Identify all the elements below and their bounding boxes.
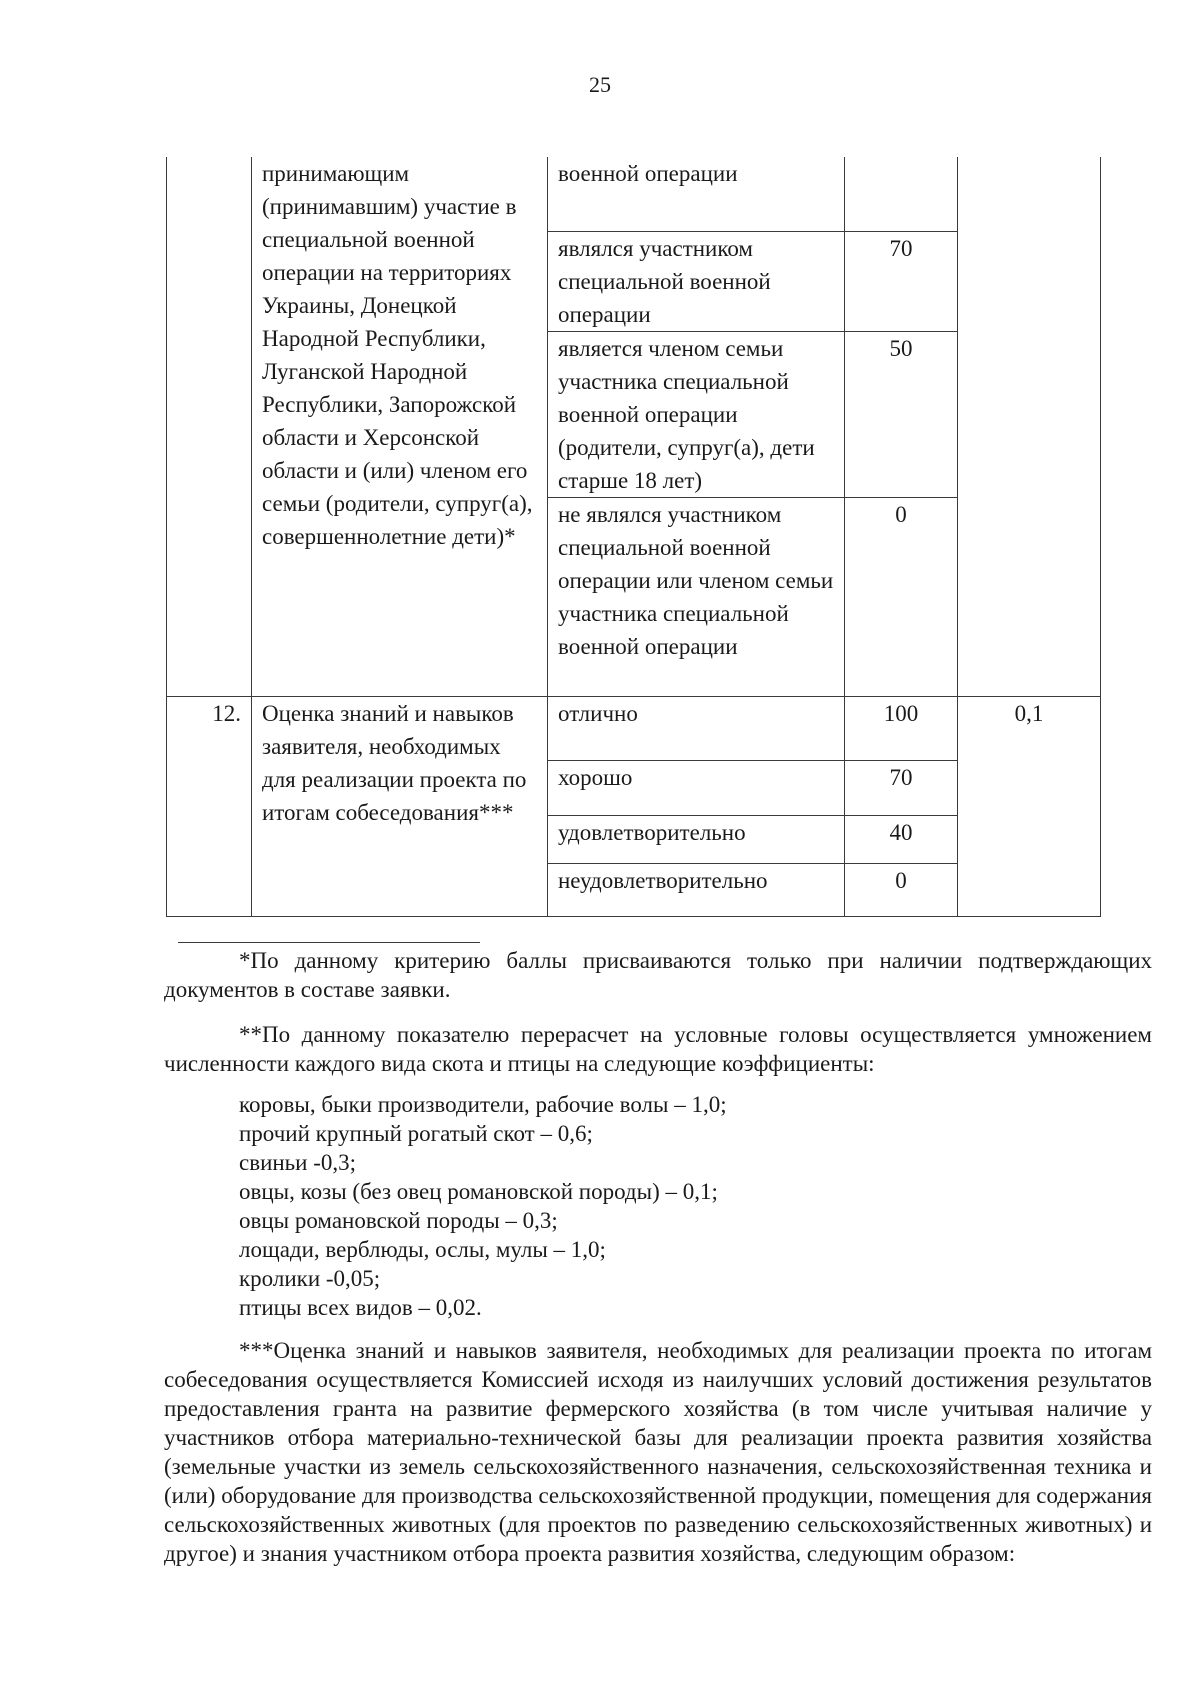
- option-text: неудовлетворительно: [548, 863, 845, 916]
- option-text: являлся участником специальной военной операции: [548, 231, 845, 331]
- list-item: лощади, верблюды, ослы, мулы – 1,0;: [239, 1237, 606, 1262]
- footnote-1: *По данному критерию баллы присваиваются только при наличии подтверждающих документов в составе заявки.: [164, 948, 1152, 1002]
- option-text: военной операции: [548, 157, 845, 231]
- list-item: кролики -0,05;: [239, 1266, 381, 1291]
- option-text: не являлся участником специальной военной операции или членом семьи участника специальной военной операции: [548, 497, 845, 696]
- table-row: [167, 696, 1101, 760]
- option-text: является членом семьи участника специальной военной операции (родители, супруг(а), дети старше 18 лет): [548, 331, 845, 497]
- option-score: [845, 157, 958, 231]
- footnote-2: **По данному показателю перерасчет на условные головы осуществляется умножением численности каждого вида скота и птицы на следующие коэффициенты:: [164, 1022, 1152, 1076]
- list-item: коровы, быки производители, рабочие волы – 1,0;: [239, 1092, 727, 1117]
- option-text: удовлетворительно: [548, 815, 845, 863]
- list-item: овцы, козы (без овец романовской породы) – 0,1;: [239, 1179, 718, 1204]
- table-row: [167, 157, 1101, 231]
- footnote-separator: [178, 942, 480, 943]
- page-number: 25: [589, 72, 611, 97]
- coefficient-list: [164, 1090, 1152, 1322]
- criteria-table-wrap: [166, 157, 1101, 917]
- option-score: 50: [845, 331, 958, 497]
- criterion-weight: 0,1: [958, 696, 1101, 916]
- criterion-label: Оценка знаний и навыков заявителя, необходимых для реализации проекта по итогам собеседования***: [252, 696, 548, 916]
- criteria-table: [166, 157, 1101, 917]
- list-item: прочий крупный рогатый скот – 0,6;: [239, 1121, 593, 1146]
- option-text: хорошо: [548, 760, 845, 815]
- option-score: 100: [845, 696, 958, 760]
- footnotes: [164, 946, 1152, 1568]
- criterion-number-cell: [167, 157, 252, 696]
- option-score: 70: [845, 760, 958, 815]
- option-text: отлично: [548, 696, 845, 760]
- criterion-weight: [958, 157, 1101, 696]
- option-score: 40: [845, 815, 958, 863]
- list-item: птицы всех видов – 0,02.: [239, 1295, 482, 1320]
- criterion-number: 12.: [167, 696, 252, 916]
- option-score: 70: [845, 231, 958, 331]
- option-score: 0: [845, 497, 958, 696]
- option-score: 0: [845, 863, 958, 916]
- criterion-label: принимающим (принимавшим) участие в специальной военной операции на территориях Украины, Донецкой Народной Республики, Луганской Народной Республики, Запорожской области и Херсонской области и (или) членом его семьи (родители, супруг(а), совершеннолетние дети)*: [252, 157, 548, 696]
- footnote-3: ***Оценка знаний и навыков заявителя, необходимых для реализации проекта по итогам собеседования осуществляется Комиссией исходя из наилучших условий достижения результатов предоставления гранта на развитие фермерского хозяйства (в том числе учитывая наличие у участников отбора материально-технической базы для реализации проекта развития хозяйства (земельные участки из земель сельскохозяйственного назначения, сельскохозяйственная техника и (или) оборудование для производства сельскохозяйственной продукции, помещения для содержания сельскохозяйственных животных (для проектов по разведению сельскохозяйственных животных) и другое) и знания участником отбора проекта развития хозяйства, следующим образом:: [164, 1338, 1152, 1566]
- list-item: свиньи -0,3;: [239, 1150, 357, 1175]
- list-item: овцы романовской породы – 0,3;: [239, 1208, 558, 1233]
